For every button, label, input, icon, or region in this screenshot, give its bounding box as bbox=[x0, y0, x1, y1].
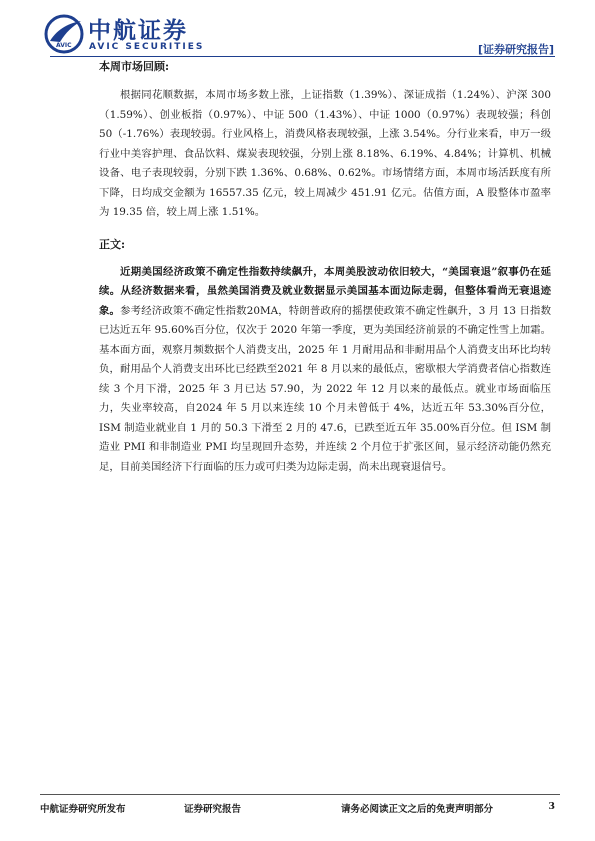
page-number: 3 bbox=[548, 801, 555, 812]
logo-english-name: AVIC SECURITIES bbox=[89, 42, 205, 52]
logo-chinese-name: 中航证券 bbox=[88, 18, 188, 44]
footer-doc-type: 证券研究报告 bbox=[184, 804, 242, 815]
page-header bbox=[44, 12, 554, 56]
market-review-title: 本周市场回顾: bbox=[99, 60, 170, 73]
avic-logo-icon bbox=[44, 14, 84, 54]
main-content bbox=[99, 57, 551, 477]
market-review-paragraph: 根据同花顺数据，本周市场多数上涨，上证指数（1.39%）、深证成指（1.24%）、沪深 300（1.59%）、创业板指（0.97%）、中证 500（1.43%）、中证 1000（0.97%）表现较强；科创 50（-1.76%）表现较弱。行业风格上，消费风格表现较强，上涨 3.54%。分行业来看，申万一级行业中美容护理、食品饮料、煤炭表现较强，分别上涨 8.18%、6.19%、4.84%；计算机、机械设备、电子表现较弱，分别下跌 1.36%、0.68%、0.62%。市场情绪方面，本周市场活跃度有所下降，日均成交金额为 16557.35 亿元，较上周减少 451.91 亿元。估值方面，A 股整体市盈率为 19.35 倍，较上周上涨 1.51%。 bbox=[99, 89, 551, 218]
body-paragraph-rest: 参考经济政策不确定性指数20MA，特朗普政府的摇摆使政策不确定性飙升，3 月 13 日指数已达近五年 95.60%百分位，仅次于 2020 年第一季度，更为美国经济前景的不确定性雪上加霜。基本面方面，观察月频数据个人消费支出，2025 年 1 月耐用品和非耐用品个人消费支出环比均转负，耐用品个人消费支出环比已经跌至2021 年 8 月以来的最低点，密歇根大学消费者信心指数连续 3 个月下滑，2025 年 3 月已达 57.90，为 2022 年 12 月以来的最低点。就业市场面临压力，失业率较高，自2024 年 5 月以来连续 10 个月未曾低于 4%，达近五年 53.30%百分位，ISM 制造业就业自 1 月的 50.3 下滑至 2 月的 47.6，已跌至近五年 35.00%百分位。但 ISM 制造业 PMI 和非制造业 PMI 均呈现回升态势，并连续 2 个月位于扩张区间，显示经济动能仍然充足，目前美国经济下行面临的压力或可归类为边际走弱，尚未出现衰退信号。 bbox=[99, 304, 551, 473]
footer-disclaimer: 请务必阅读正文之后的免责声明部分 bbox=[341, 804, 494, 815]
footer-publisher: 中航证券研究所发布 bbox=[40, 804, 126, 815]
report-type-tag: [证券研究报告] bbox=[477, 43, 554, 56]
body-paragraph bbox=[99, 263, 551, 478]
body-title: 正文: bbox=[99, 237, 126, 251]
logo-mark-text: AVIC bbox=[56, 42, 72, 49]
company-logo bbox=[44, 12, 224, 56]
body-bold-lead: 近期美国经济政策不确定性指数持续飙升，本周美股波动依旧较大，“美国衰退”叙事仍在延续。从经济数据来看，虽然美国消费及就业数据显示美国基本面边际走弱，但整体看尚无衰退迹象。 bbox=[99, 265, 551, 317]
footer-divider bbox=[40, 794, 560, 795]
